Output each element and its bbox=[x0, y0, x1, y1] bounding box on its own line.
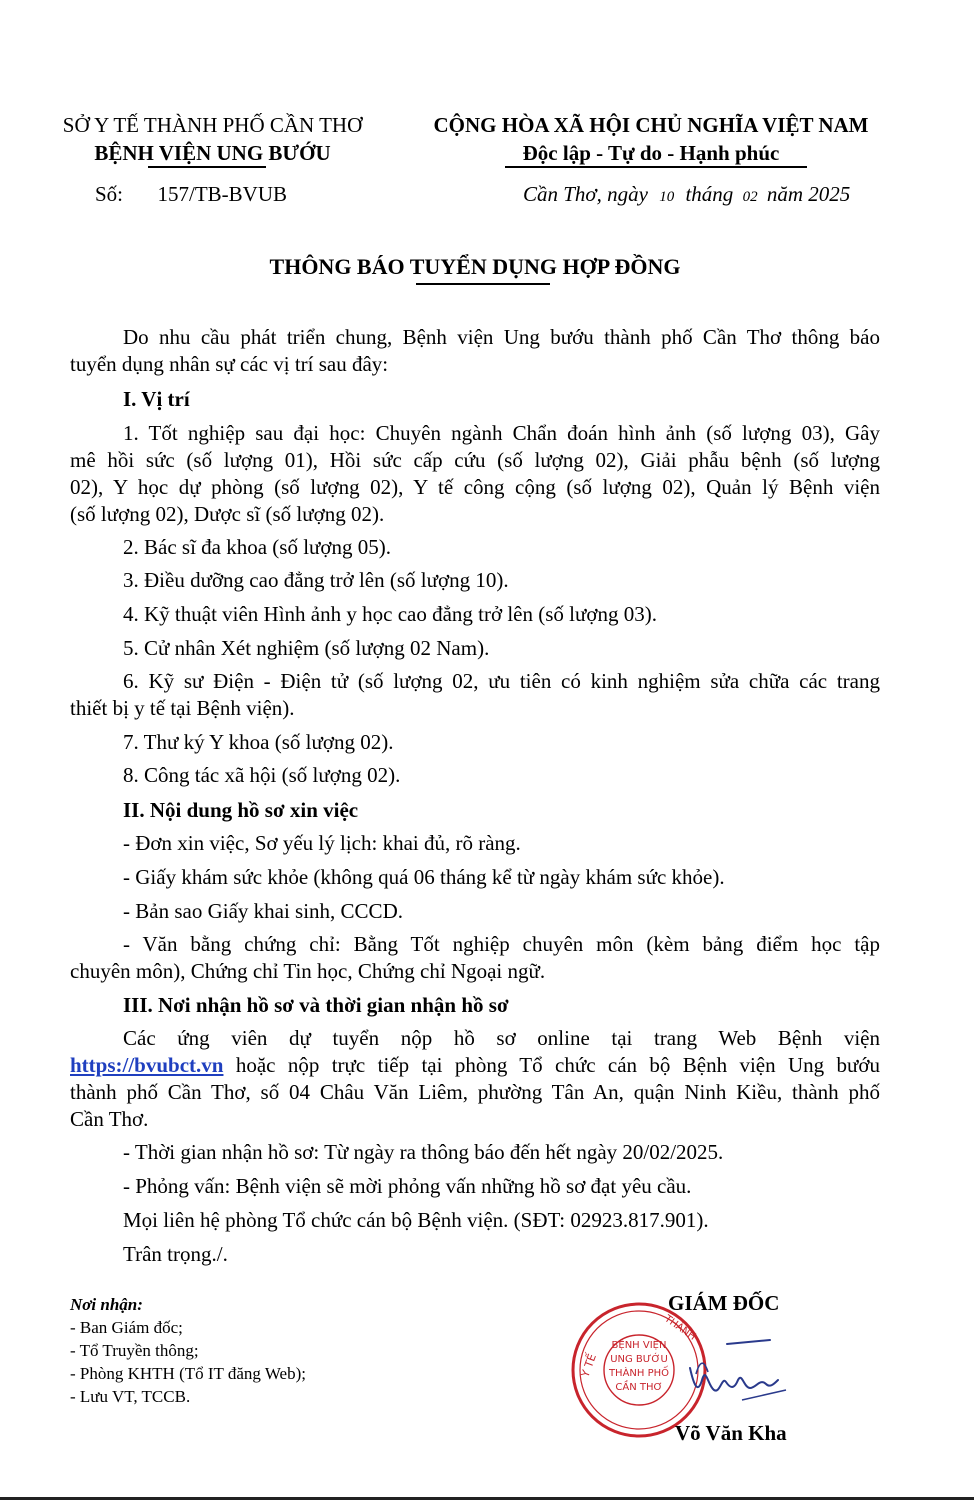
application-period: - Thời gian nhận hồ sơ: Từ ngày ra thông báo đến hết ngày 20/02/2025. bbox=[123, 1140, 724, 1164]
svg-text:THÀNH: THÀNH bbox=[662, 1313, 698, 1343]
intro-line-1: Do nhu cầu phát triển chung, Bệnh viện Ung bướu thành phố Cần Thơ thông báo bbox=[123, 325, 880, 349]
date-year: năm 2025 bbox=[766, 182, 851, 206]
recipient-item: - Ban Giám đốc; bbox=[70, 1318, 183, 1337]
svg-text:UNG BƯỚU: UNG BƯỚU bbox=[610, 1354, 668, 1365]
document-number-label: Số: bbox=[95, 182, 124, 206]
hospital-name: BỆNH VIỆN UNG BƯỚU bbox=[94, 141, 331, 165]
interview-note: - Phỏng vấn: Bệnh viện sẽ mời phỏng vấn những hồ sơ đạt yêu cầu. bbox=[123, 1174, 692, 1198]
date-day: 10 bbox=[659, 189, 675, 205]
handwritten-signature-icon bbox=[682, 1330, 792, 1410]
submission-line-1: Các ứng viên dự tuyển nộp hồ sơ online tại trang Web Bệnh viện bbox=[123, 1026, 880, 1050]
submission-line-4: Cần Thơ. bbox=[70, 1107, 149, 1131]
section-3-heading: III. Nơi nhận hồ sơ và thời gian nhận hồ sơ bbox=[123, 993, 509, 1017]
recipient-item: - Lưu VT, TCCB. bbox=[70, 1387, 191, 1406]
signer-role: GIÁM ĐỐC bbox=[668, 1291, 780, 1315]
date-prefix: Cần Thơ, ngày bbox=[523, 182, 648, 206]
recipient-item: - Phòng KHTH (Tổ IT đăng Web); bbox=[70, 1364, 306, 1383]
signer-name: Võ Văn Kha bbox=[675, 1421, 787, 1445]
national-title: CỘNG HÒA XÃ HỘI CHỦ NGHĨA VIỆT NAM bbox=[433, 113, 869, 137]
section-2-heading: II. Nội dung hồ sơ xin việc bbox=[123, 798, 359, 822]
closing-regards: Trân trọng./. bbox=[123, 1242, 228, 1266]
document-title: THÔNG BÁO TUYỂN DỤNG HỢP ĐỒNG bbox=[269, 254, 681, 279]
document-item-4-line-1: - Văn bằng chứng chỉ: Bằng Tốt nghiệp chuyên môn (kèm bảng điểm học tập bbox=[123, 932, 880, 956]
position-8: 8. Công tác xã hội (số lượng 02). bbox=[123, 763, 401, 787]
svg-text:BỆNH VIỆN: BỆNH VIỆN bbox=[611, 1340, 667, 1351]
position-2: 2. Bác sĩ đa khoa (số lượng 05). bbox=[123, 535, 392, 559]
document-date bbox=[523, 182, 850, 207]
recipient-item: - Tổ Truyền thông; bbox=[70, 1341, 199, 1360]
svg-text:Y TẾ: Y TẾ bbox=[578, 1352, 599, 1380]
motto-underline bbox=[505, 166, 807, 168]
position-3: 3. Điều dưỡng cao đẳng trở lên (số lượng 10). bbox=[123, 568, 509, 592]
position-1-line-3: 02), Y học dự phòng (số lượng 02), Y tế công cộng (số lượng 02), Quản lý Bệnh viện bbox=[70, 475, 880, 499]
document-item-1: - Đơn xin việc, Sơ yếu lý lịch: khai đủ, rõ ràng. bbox=[123, 831, 521, 855]
document-item-3: - Bản sao Giấy khai sinh, CCCD. bbox=[123, 899, 403, 923]
position-1-line-2: mê hồi sức (số lượng 01), Hồi sức cấp cứu (số lượng 02), Giải phẫu bệnh (số lượng bbox=[70, 448, 880, 472]
position-4: 4. Kỹ thuật viên Hình ảnh y học cao đẳng trở lên (số lượng 03). bbox=[123, 602, 657, 626]
submission-line-2-rest: hoặc nộp trực tiếp tại phòng Tổ chức cán bộ Bệnh viện Ung bướu bbox=[223, 1053, 880, 1077]
document-item-2: - Giấy khám sức khỏe (không quá 06 tháng kể từ ngày khám sức khỏe). bbox=[123, 865, 725, 889]
document-item-4-line-2: chuyên môn), Chứng chỉ Tin học, Chứng chỉ Ngoại ngữ. bbox=[70, 959, 546, 983]
svg-text:THÀNH PHỐ: THÀNH PHỐ bbox=[608, 1368, 670, 1379]
contact-info: Mọi liên hệ phòng Tổ chức cán bộ Bệnh viện. (SĐT: 02923.817.901). bbox=[123, 1208, 709, 1232]
agency-name: SỞ Y TẾ THÀNH PHỐ CẦN THƠ bbox=[62, 113, 363, 137]
svg-text:CẦN THƠ: CẦN THƠ bbox=[615, 1382, 663, 1393]
intro-line-2: tuyển dụng nhân sự các vị trí sau đây: bbox=[70, 352, 389, 376]
title-underline bbox=[416, 283, 550, 285]
hospital-website-link[interactable]: https://bvubct.vn bbox=[70, 1053, 224, 1077]
document-number bbox=[95, 182, 287, 207]
submission-line-2 bbox=[70, 1052, 880, 1079]
section-1-heading: I. Vị trí bbox=[123, 387, 190, 411]
document-number-value: 157/TB-BVUB bbox=[157, 182, 288, 206]
position-7: 7. Thư ký Y khoa (số lượng 02). bbox=[123, 730, 394, 754]
recipients-block bbox=[70, 1293, 306, 1408]
position-5: 5. Cử nhân Xét nghiệm (số lượng 02 Nam). bbox=[123, 636, 490, 660]
position-6-line-2: thiết bị y tế tại Bệnh viện). bbox=[70, 696, 295, 720]
date-month-label: tháng bbox=[685, 182, 734, 206]
position-1-line-4: (số lượng 02), Dược sĩ (số lượng 02). bbox=[70, 502, 385, 526]
hospital-name-underline bbox=[148, 166, 266, 168]
position-6-line-1: 6. Kỹ sư Điện - Điện tử (số lượng 02, ưu tiên có kinh nghiệm sửa chữa các trang bbox=[123, 669, 880, 693]
national-motto: Độc lập - Tự do - Hạnh phúc bbox=[522, 141, 780, 165]
submission-line-3: thành phố Cần Thơ, số 04 Châu Văn Liêm, phường Tân An, quận Ninh Kiều, thành phố bbox=[70, 1080, 880, 1104]
recipients-heading: Nơi nhận: bbox=[70, 1295, 143, 1314]
date-month: 02 bbox=[742, 189, 758, 205]
position-1-line-1: 1. Tốt nghiệp sau đại học: Chuyên ngành Chẩn đoán hình ảnh (số lượng 03), Gây bbox=[123, 421, 880, 445]
